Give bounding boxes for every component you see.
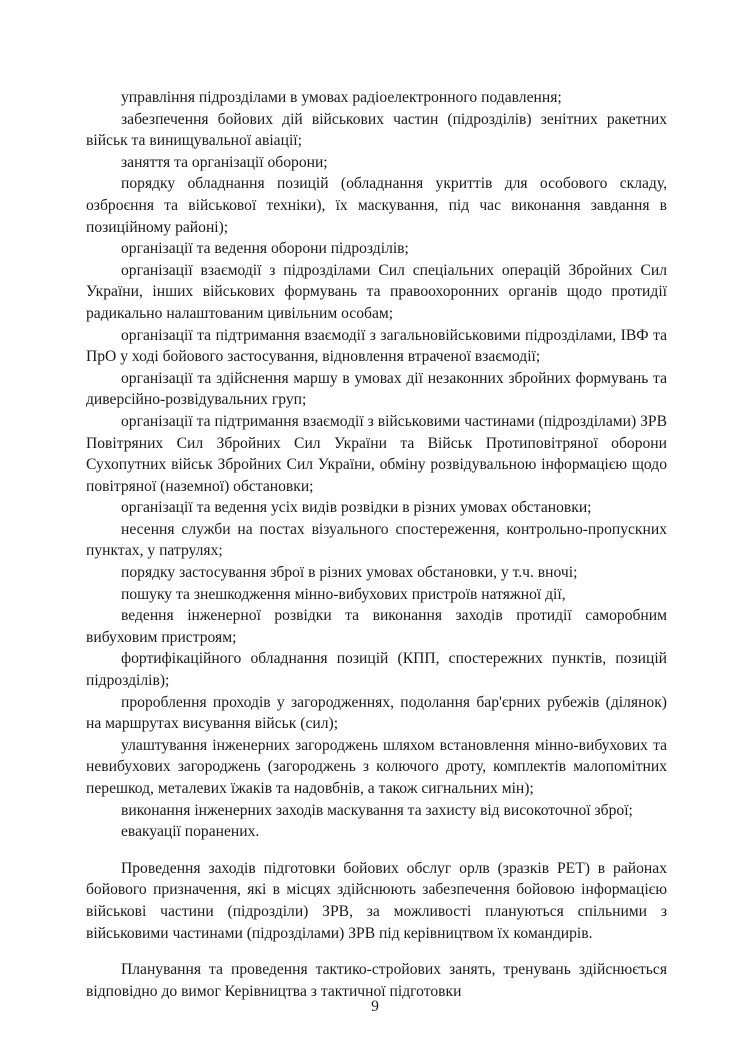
list-item: організації та ведення усіх видів розвідки в різних умовах обстановки; — [121, 499, 592, 517]
list-item: пророблення проходів у загородженнях, подолання бар'єрних рубежів (ділянок) на маршрутах висування військ (сил); — [86, 693, 667, 733]
list-item: порядку застосування зброї в різних умовах обстановки, у т.ч. вночі; — [121, 564, 578, 582]
paragraph: Проведення заходів підготовки бойових обслуг орлв (зразків РЕТ) в районах бойового призначення, які в місцях здійснюють забезпечення бойовою інформацією військові частини (підрозділи) ЗРВ, за можливості плануються спільними з військовими частинами (підрозділами) ЗРВ під керівництвом їх командирів. — [86, 859, 667, 942]
list-item: організації та ведення оборони підрозділів; — [121, 240, 409, 258]
list-item: заняття та організації оборони; — [121, 153, 328, 171]
list-item: улаштування інженерних загороджень шляхом встановлення мінно-вибухових та невибухових загороджень (загороджень з колючого дроту, комплектів малопомітних перешкод, металевих їжаків та надовбнів, а також сигнальних мін); — [86, 736, 667, 797]
list-item: виконання інженерних заходів маскування та захисту від високоточної зброї; — [121, 801, 633, 819]
list-item: несення служби на постах візуального спостереження, контрольно-пропускних пунктах, у патрулях; — [86, 520, 667, 560]
list-item: організації взаємодії з підрозділами Сил спеціальних операцій Збройних Сил України, інших військових формувань та правоохоронних органів щодо протидії радикально налаштованим цивільним особам; — [86, 261, 667, 322]
list-item: організації та здійснення маршу в умовах дії незаконних збройних формувань та диверсійно-розвідувальних груп; — [86, 369, 667, 409]
list-item: організації та підтримання взаємодії з військовими частинами (підрозділами) ЗРВ Повітряних Сил Збройних Сил України та Військ Протиповітряної оборони Сухопутних військ Збройних Сил України, обміну розвідувальною інформацією щодо повітряної (наземної) обстановки; — [86, 412, 667, 495]
page-number: 9 — [371, 998, 379, 1015]
paragraph: Планування та проведення тактико-стройових занять, тренувань здійснюється відповідно до вимог Керівництва з тактичної підготовки — [86, 961, 667, 1000]
list-item: організації та підтримання взаємодії з загальновійськовими підрозділами, ІВФ та ПрО у ході бойового застосування, відновлення втраченої взаємодії; — [86, 326, 667, 366]
list-item: управління підрозділами в умовах радіоелектронного подавлення; — [121, 89, 562, 106]
list-item: пошуку та знешкодження мінно-вибухових пристроїв натяжної дії, — [121, 585, 566, 603]
list-item: забезпечення бойових дій військових частин (підрозділів) зенітних ракетних військ та винищувальної авіації; — [86, 110, 667, 150]
list-item: порядку обладнання позицій (обладнання укриттів для особового складу, озброєння та військової техніки), їх маскування, під час виконання завдання в позиційному районі); — [86, 175, 667, 236]
list-item: евакуації поранених. — [121, 823, 260, 841]
body-text — [86, 87, 667, 1002]
list-item: фортифікаційного обладнання позицій (КПП, спостережних пунктів, позицій підрозділів); — [86, 650, 667, 690]
list-item: ведення інженерної розвідки та виконання заходів протидії саморобним вибуховим пристроям; — [86, 607, 667, 646]
